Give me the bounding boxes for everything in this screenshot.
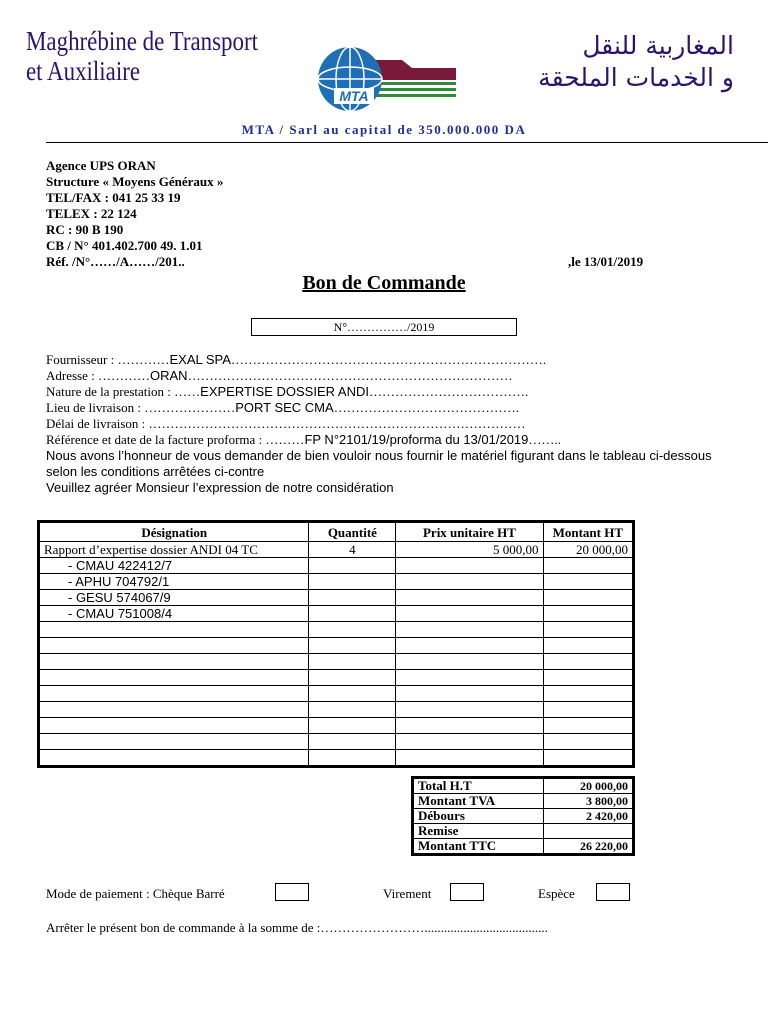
request-paragraph: Nous avons l’honneur de vous demander de bien vouloir nous fournir le matériel figurant dans le tableau ci-dessous selon les conditions arrêtées ci-contre	[46, 448, 712, 479]
field-nature	[46, 384, 736, 400]
nature-value: EXPERTISE DOSSIER ANDI	[200, 384, 369, 399]
virement-label: Virement	[383, 886, 432, 901]
header-designation: Désignation	[39, 522, 309, 542]
company-name-arabic	[538, 30, 734, 94]
debours-row	[413, 809, 634, 824]
order-number: N°……………/2019	[251, 318, 517, 336]
total-value: 3 800,00	[544, 794, 634, 809]
totals-table	[411, 776, 635, 856]
table-row	[39, 622, 634, 638]
items-table	[37, 520, 635, 768]
reference-label: Référence et date de la facture proforma : ………	[46, 432, 305, 447]
table-row	[39, 750, 634, 767]
espece-checkbox[interactable]	[596, 883, 630, 901]
espece-label: Espèce	[538, 886, 575, 901]
row-prix-unitaire: 5 000,00	[396, 542, 543, 558]
table-row	[39, 734, 634, 750]
cheque-checkbox[interactable]	[275, 883, 309, 901]
document-date: ,le 13/01/2019	[568, 254, 644, 269]
agency-reference: Réf. /N°……/A……/201..	[46, 254, 185, 269]
fournisseur-value: EXAL SPA	[169, 352, 231, 367]
adresse-label: Adresse : …………	[46, 368, 150, 383]
field-lieu	[46, 400, 736, 416]
container-item: - APHU 704792/1	[39, 574, 309, 590]
tva-row	[413, 794, 634, 809]
table-row	[39, 542, 634, 558]
total-label: Montant TTC	[413, 839, 544, 855]
logo-text: MTA	[339, 88, 369, 104]
table-row	[39, 670, 634, 686]
total-ht-row	[413, 778, 634, 794]
row-designation: Rapport d’expertise dossier ANDI 04 TC	[39, 542, 309, 558]
header-divider	[46, 142, 768, 143]
field-reference	[46, 432, 736, 448]
company-name-ar-line1: المغاربية للنقل	[582, 31, 734, 60]
order-fields	[46, 352, 736, 496]
company-name-fr-line2: et Auxiliaire	[26, 56, 141, 86]
agency-cb: CB / N° 401.402.700 49. 1.01	[46, 238, 203, 253]
table-row	[39, 606, 634, 622]
table-row	[39, 718, 634, 734]
company-name-french	[26, 26, 273, 86]
nature-label: Nature de la prestation : ……	[46, 384, 201, 399]
row-quantite: 4	[309, 542, 396, 558]
table-row	[39, 638, 634, 654]
reference-dots: ……..	[528, 432, 561, 447]
fournisseur-label: Fournisseur : …………	[46, 352, 170, 367]
agency-name: Agence UPS ORAN	[46, 158, 156, 173]
company-logo	[316, 44, 456, 114]
page-title: Bon de Commande	[302, 272, 466, 294]
payment-mode	[46, 886, 746, 906]
adresse-dots: …………………………………………………………………	[187, 368, 513, 383]
total-value: 26 220,00	[544, 839, 634, 855]
company-name-fr-line1: Maghrébine de Transport	[26, 26, 259, 56]
table-row	[39, 702, 634, 718]
total-label: Remise	[413, 824, 544, 839]
nature-dots: ……………………………….	[368, 384, 529, 399]
total-label: Montant TVA	[413, 794, 544, 809]
header-quantite: Quantité	[309, 522, 396, 542]
capital-line: MTA / Sarl au capital de 350.000.000 DA	[241, 122, 527, 137]
table-row	[39, 558, 634, 574]
field-adresse	[46, 368, 736, 384]
fournisseur-dots: ……………………………………………………………….	[230, 352, 547, 367]
lieu-value: PORT SEC CMA	[235, 400, 334, 415]
virement-checkbox[interactable]	[450, 883, 484, 901]
lieu-dots: …………………………………….	[333, 400, 519, 415]
total-label: Débours	[413, 809, 544, 824]
lieu-label: Lieu de livraison : …………………	[46, 400, 236, 415]
agency-telex: TELEX : 22 124	[46, 206, 137, 221]
table-row	[39, 590, 634, 606]
remise-row	[413, 824, 634, 839]
ttc-row	[413, 839, 634, 855]
table-row	[39, 686, 634, 702]
closing-paragraph: Veuillez agréer Monsieur l’expression de notre considération	[46, 480, 394, 495]
company-name-ar-line2: و الخدمات الملحقة	[538, 63, 734, 92]
table-header-row	[39, 522, 634, 542]
field-delai: Délai de livraison : ……………………………………………………………………………	[46, 416, 526, 431]
container-item: - GESU 574067/9	[39, 590, 309, 606]
total-value: 20 000,00	[544, 778, 634, 794]
agency-info	[46, 158, 223, 270]
adresse-value: ORAN	[150, 368, 188, 383]
total-value: 2 420,00	[544, 809, 634, 824]
header-prix-unitaire: Prix unitaire HT	[396, 522, 543, 542]
table-row	[39, 654, 634, 670]
total-label: Total H.T	[413, 778, 544, 794]
field-fournisseur	[46, 352, 736, 368]
agency-rc: RC : 90 B 190	[46, 222, 124, 237]
agency-structure: Structure « Moyens Généraux »	[46, 174, 224, 189]
container-item: - CMAU 751008/4	[39, 606, 309, 622]
amount-in-words-line: Arrêter le présent bon de commande à la somme de :……………………......................................	[46, 920, 548, 935]
reference-value: FP N°2101/19/proforma du 13/01/2019	[304, 432, 529, 447]
agency-telfax: TEL/FAX : 041 25 33 19	[46, 190, 181, 205]
payment-label: Mode de paiement : Chèque Barré	[46, 886, 225, 901]
header-montant: Montant HT	[543, 522, 633, 542]
container-item: - CMAU 422412/7	[39, 558, 309, 574]
total-value	[544, 824, 634, 839]
table-row	[39, 574, 634, 590]
row-montant: 20 000,00	[543, 542, 633, 558]
